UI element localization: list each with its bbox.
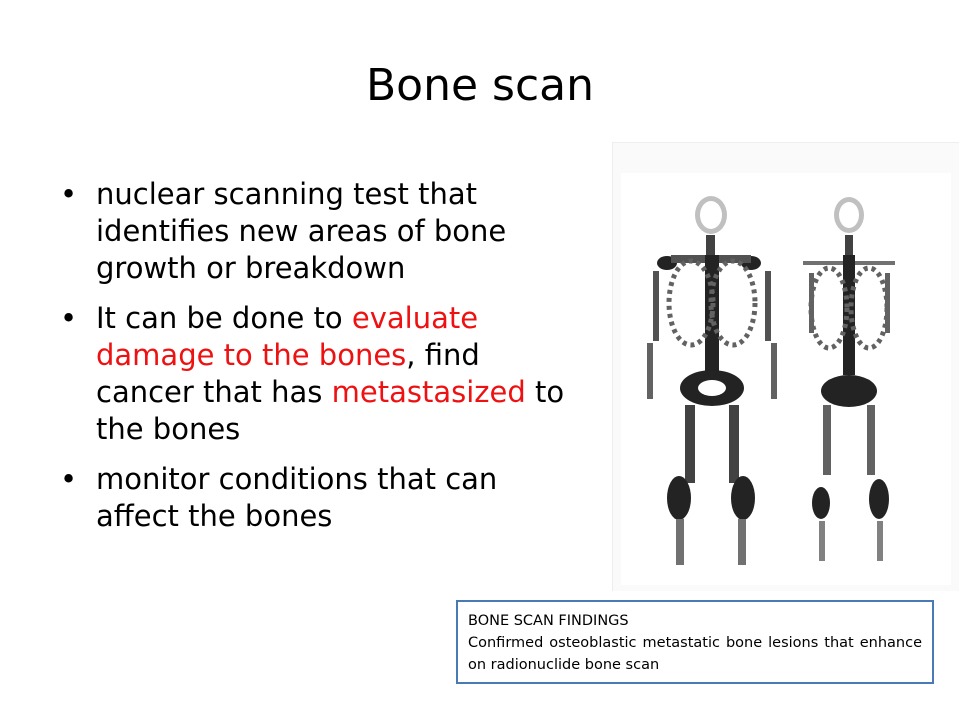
findings-body: Confirmed osteoblastic metastatic bone lesions that enhance on radionuclide bone scan: [468, 635, 922, 673]
bullet-text-segment: It can be done to: [96, 301, 352, 335]
bullet-text-segment: , find cancer that has: [96, 338, 480, 409]
bullet-text-segment: monitor conditions that can affect the bones: [96, 462, 498, 533]
bullet-text-segment: nuclear scanning test that identifies new areas of bone growth or breakdown: [96, 177, 507, 285]
findings-heading: BONE SCAN FINDINGS: [468, 613, 629, 629]
highlighted-text: metastasized: [331, 375, 526, 409]
bullet-list: [60, 176, 580, 548]
bullet-dot-icon: •: [60, 177, 78, 211]
highlighted-text: evaluate damage to the bones: [96, 301, 479, 372]
bullet-item: [60, 176, 580, 287]
bullet-text: [96, 177, 506, 285]
bullet-dot-icon: •: [60, 462, 78, 496]
bullet-item: [60, 461, 580, 535]
bullet-text: [96, 462, 497, 533]
bullet-text-segment: to the bones: [96, 375, 565, 446]
bullet-item: [60, 300, 580, 448]
bullet-text: [96, 301, 564, 446]
slide-title: Bone scan: [365, 60, 594, 111]
bullet-dot-icon: •: [60, 301, 78, 335]
bone-scan-image: [612, 142, 959, 591]
findings-box: [456, 600, 934, 684]
bone-scan-illustration: [613, 143, 959, 591]
